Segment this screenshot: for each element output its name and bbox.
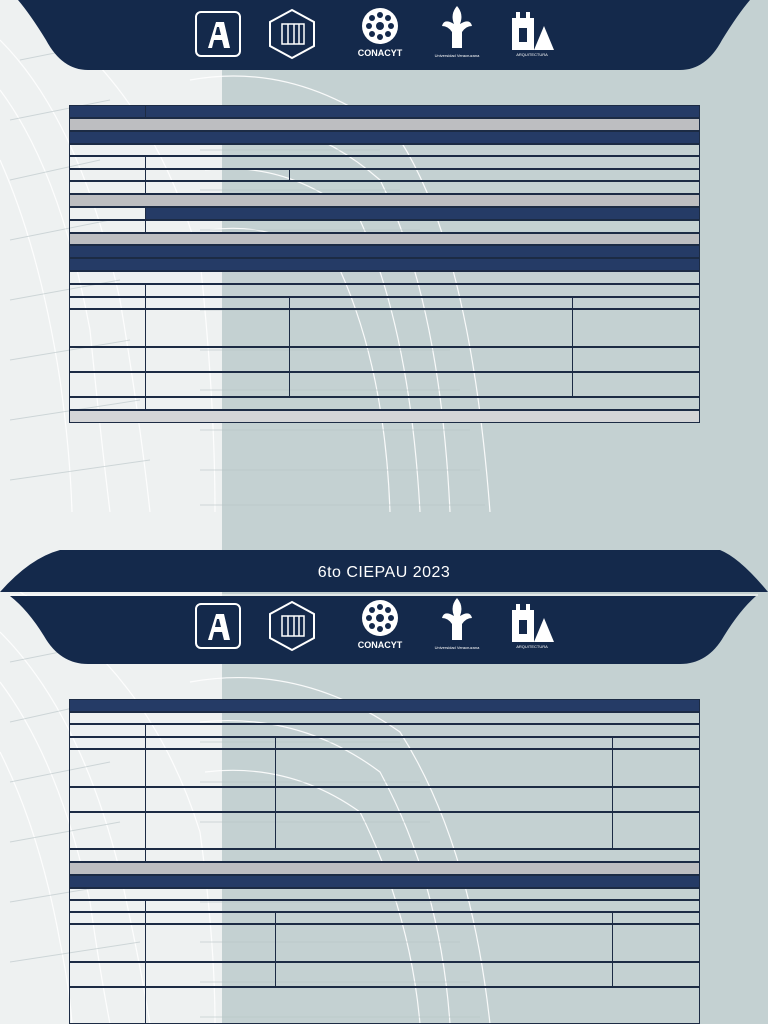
form-row [69,749,700,787]
hexagon-building-logo [266,600,318,652]
universidad-veracruzana-label: Universidad Veracruzana [434,53,480,58]
form-row [69,900,700,912]
form-row [69,169,700,181]
form-row [69,220,700,233]
form-section-row [69,258,700,271]
form-section-row [69,875,700,888]
page-2 [0,512,768,1024]
conference-title: 6to CIEPAU 2023 [317,564,451,581]
conacyt-logo [360,598,400,638]
conacyt-label: CONACYT [357,48,403,58]
letter-a-logo [194,10,242,58]
form-section-row [69,699,700,712]
hexagon-building-logo [266,8,318,60]
form-separator-row [69,194,700,207]
form-row [69,812,700,849]
form-row [69,737,700,749]
form-row [69,271,700,284]
form-table-1 [69,105,700,423]
form-row [69,712,700,724]
form-separator-row [69,233,700,245]
form-row [69,724,700,737]
form-separator-row [69,410,700,423]
form-row [69,397,700,410]
castle-tower-logo [508,600,556,644]
form-row [69,888,700,900]
form-separator-row [69,862,700,875]
form-row [69,156,700,169]
conacyt-logo [360,6,400,46]
form-section-row [69,245,700,258]
form-section-row [69,131,700,144]
form-separator-row [69,118,700,131]
fleur-de-lis-logo [440,596,474,644]
universidad-veracruzana-label: Universidad Veracruzana [434,645,480,650]
form-row [69,309,700,347]
form-row [69,849,700,862]
form-row [69,787,700,812]
arquitectura-label: ARQUITECTURA [516,52,548,57]
form-row [69,372,700,397]
form-row [69,181,700,194]
form-row [69,144,700,156]
castle-tower-logo [508,8,556,52]
form-row [69,924,700,962]
form-row [69,207,700,220]
form-row [69,962,700,987]
form-header-row [69,105,700,118]
form-row [69,347,700,372]
form-row [69,284,700,297]
form-row [69,912,700,924]
arquitectura-label: ARQUITECTURA [516,644,548,649]
form-table-2 [69,699,700,1024]
form-row [69,987,700,1024]
fleur-de-lis-logo [440,4,474,52]
conacyt-label: CONACYT [357,640,403,650]
letter-a-logo [194,602,242,650]
form-row [69,297,700,309]
